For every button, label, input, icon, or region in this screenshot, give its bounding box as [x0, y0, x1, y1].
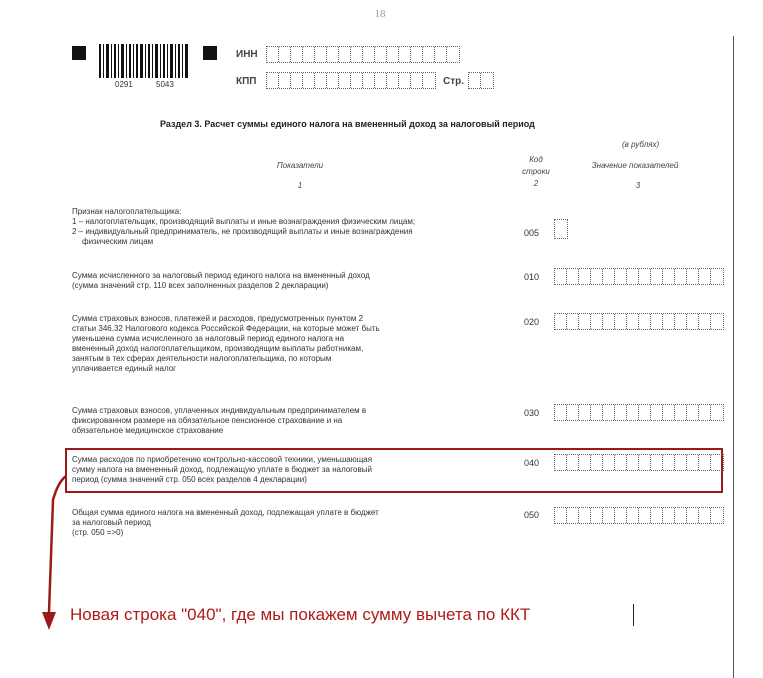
- column-header-indicators: Показатели: [276, 161, 324, 170]
- row-030-code: 030: [524, 408, 540, 418]
- column-number-1: 1: [297, 181, 303, 190]
- column-header-code-line2: строки: [522, 167, 550, 176]
- row-005-value-field[interactable]: [554, 219, 568, 239]
- row-050-line-3: (стр. 050 =>0): [72, 528, 124, 537]
- row-020-line-4: вмененный доход налогоплательщиком, производящим выплаты работникам,: [72, 344, 364, 353]
- row-030-line-2: фиксированном размере на обязательное пенсионное страхование и на: [72, 416, 343, 425]
- row-040-line-3: период (сумма значений стр. 050 всех разделов 4 декларации): [72, 475, 307, 484]
- row-020-line-5: занятым в тех сферах деятельности налогоплательщика, по которым: [72, 354, 332, 363]
- corner-marker-right: [203, 46, 217, 60]
- row-040-value-field[interactable]: [554, 454, 724, 471]
- row-020-value-field[interactable]: [554, 313, 724, 330]
- row-030-line-3: обязательное медицинское страхование: [72, 426, 224, 435]
- row-005-code: 005: [524, 228, 540, 238]
- inn-label: ИНН: [236, 49, 258, 60]
- page-field[interactable]: [468, 72, 494, 89]
- row-020-line-1: Сумма страховых взносов, платежей и расходов, предусмотренных пунктом 2: [72, 314, 364, 323]
- row-030-line-1: Сумма страховых взносов, уплаченных индивидуальным предпринимателем в: [72, 406, 367, 415]
- row-020-line-3: уменьшена сумма исчисленного за налоговый период единого налога на: [72, 334, 345, 343]
- row-040-line-1: Сумма расходов по приобретению контрольно-кассовой техники, уменьшающая: [72, 455, 373, 464]
- row-050-line-2: за налоговый период: [72, 518, 151, 527]
- kpp-field[interactable]: [266, 72, 436, 89]
- barcode-digits-right: 5043: [156, 80, 174, 89]
- annotation-text: Новая строка "040", где мы покажем сумму вычета по ККТ: [70, 605, 531, 624]
- column-number-2: 2: [533, 179, 539, 188]
- row-005-text: [72, 207, 512, 247]
- row-005-line-3: 2 – индивидуальный предприниматель, не производящий выплаты и иные вознаграждения: [72, 227, 413, 236]
- page-number: 18: [374, 8, 386, 20]
- row-010-line-2: (сумма значений стр. 110 всех заполненных разделов 2 декларации): [72, 281, 329, 290]
- row-010-code: 010: [524, 272, 540, 282]
- column-header-values: Значение показателей: [591, 161, 679, 170]
- barcode-digits-left: 0291: [115, 80, 133, 89]
- row-050-line-1: Общая сумма единого налога на вмененный доход, подлежащая уплате в бюджет: [72, 508, 379, 517]
- page-right-border: [733, 36, 734, 678]
- row-040-text: [72, 455, 512, 485]
- units-note: (в рублях): [622, 140, 660, 149]
- row-020-line-2: статьи 346.32 Налогового кодекса Российской Федерации, на которые может быть: [72, 324, 380, 333]
- row-040-code: 040: [524, 458, 540, 468]
- row-010-text: [72, 271, 512, 291]
- row-020-code: 020: [524, 317, 540, 327]
- row-010-value-field[interactable]: [554, 268, 724, 285]
- column-number-3: 3: [635, 181, 641, 190]
- text-cursor: [633, 604, 634, 626]
- row-050-code: 050: [524, 510, 540, 520]
- row-010-line-1: Сумма исчисленного за налоговый период единого налога на вмененный доход: [72, 271, 370, 280]
- row-050-text: [72, 508, 512, 538]
- inn-field[interactable]: [266, 46, 460, 63]
- row-030-value-field[interactable]: [554, 404, 724, 421]
- row-040-line-2: сумму налога на вмененный доход, подлежащую уплате в бюджет за налоговый: [72, 465, 372, 474]
- row-005-line-1: Признак налогоплательщика:: [72, 207, 182, 216]
- corner-marker-left: [72, 46, 86, 60]
- barcode: [99, 44, 189, 78]
- column-header-code-line1: Код: [529, 155, 543, 164]
- row-005-line-4: физическим лицам: [82, 237, 154, 246]
- row-030-text: [72, 406, 512, 436]
- row-020-text: [72, 314, 512, 374]
- kpp-label: КПП: [236, 76, 257, 87]
- row-020-line-6: уплачивается единый налог: [72, 364, 177, 373]
- page-label: Стр.: [443, 76, 465, 87]
- row-050-value-field[interactable]: [554, 507, 724, 524]
- section-title: Раздел 3. Расчет суммы единого налога на вмененный доход за налоговый период: [160, 119, 535, 129]
- row-005-line-2: 1 – налогоплательщик, производящий выплаты и иные вознаграждения физическим лицам;: [72, 217, 416, 226]
